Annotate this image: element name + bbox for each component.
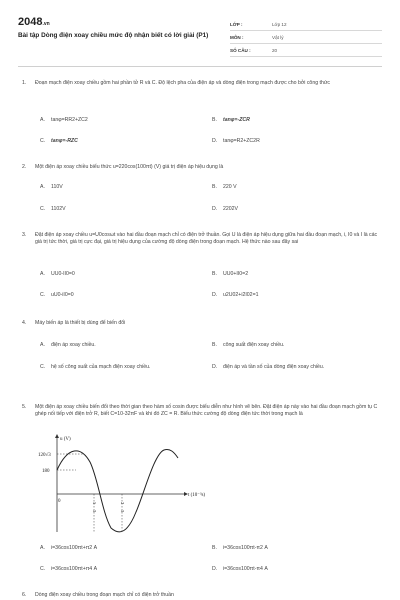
t1-fraction-den: 3 <box>92 510 97 513</box>
y-tick-top: 120√3 <box>38 453 51 458</box>
question-number: 6. <box>22 592 27 598</box>
option-text: tanφ=RR2+ZC2 <box>51 117 88 123</box>
q4-option-d[interactable] <box>212 364 358 371</box>
q4-option-b[interactable] <box>212 342 284 349</box>
q3-option-b[interactable] <box>212 271 248 278</box>
question-number: 4. <box>22 320 27 326</box>
meta-value: Lớp 12 <box>272 21 287 27</box>
option-text: công suất điện xoay chiều. <box>223 342 285 348</box>
x-origin-label: 0 <box>58 499 61 504</box>
q1-option-d[interactable] <box>212 138 260 145</box>
q5-option-b[interactable] <box>212 545 268 552</box>
option-label: C. <box>40 206 46 212</box>
option-label: D. <box>212 364 218 370</box>
meta-row-class <box>230 18 382 31</box>
option-text: hệ số công suất của mạch điện xoay chiều. <box>51 364 151 370</box>
q2-option-a[interactable] <box>40 184 63 191</box>
option-label: D. <box>212 566 218 572</box>
meta-key: LỚP : <box>230 21 243 27</box>
question-text: Đặt điện áp xoay chiều u=U0cosωt vào hai đầu đoạn mạch chỉ có điện trở thuần. Gọi U là điện áp hiệu dụng giữa hai đầu đoạn mạch, i, I0 và I là các giá trị tức thời, giá trị cực đại, giá trị hiệu dụng của cường độ dòng điện trong đoạn mạch. Hệ thức nào sau đây sai <box>35 232 378 246</box>
meta-row-count <box>230 44 382 57</box>
q5-option-d[interactable] <box>212 566 268 573</box>
option-text: UU0-II0=0 <box>51 271 75 277</box>
q3-option-a[interactable] <box>40 271 75 278</box>
site-logo[interactable] <box>18 16 50 28</box>
question-number: 3. <box>22 232 27 238</box>
meta-key: MÔN : <box>230 34 244 40</box>
q1-option-a[interactable] <box>40 117 88 124</box>
meta-row-subject <box>230 31 382 44</box>
option-label: B. <box>212 545 217 551</box>
voltage-graph <box>36 432 216 536</box>
option-text: 1102V <box>51 206 66 212</box>
question-number: 1. <box>22 80 27 86</box>
x-axis-label: t (10⁻³s) <box>188 493 206 498</box>
question-number: 2. <box>22 164 27 170</box>
q2-option-b[interactable] <box>212 184 237 191</box>
q3-option-d[interactable] <box>212 292 258 299</box>
logo-main: 2048 <box>18 16 43 28</box>
option-label: B. <box>212 342 217 348</box>
option-label: A. <box>40 271 45 277</box>
question-1 <box>22 80 382 87</box>
header-divider <box>18 66 382 67</box>
option-text: i=36cos100πt+π4 A <box>51 566 98 572</box>
document-meta <box>230 18 382 57</box>
option-text: tanφ=-RZC <box>51 138 78 144</box>
option-label: D. <box>212 206 218 212</box>
option-label: A. <box>40 545 45 551</box>
logo-sub: .vn <box>42 21 50 27</box>
option-text: điện áp xoay chiều. <box>51 342 96 348</box>
option-text: uU0-iI0=0 <box>51 292 74 298</box>
q1-option-c[interactable] <box>40 138 78 145</box>
meta-key: SỐ CÂU : <box>230 47 251 53</box>
question-2 <box>22 164 382 171</box>
option-text: điện áp và tần số của dòng điện xoay chiều. <box>223 364 325 370</box>
option-label: C. <box>40 292 46 298</box>
option-label: A. <box>40 117 45 123</box>
option-label: B. <box>212 184 217 190</box>
t1-fraction-num: 5 <box>92 502 97 505</box>
option-label: C. <box>40 138 46 144</box>
q4-option-a[interactable] <box>40 342 96 349</box>
option-text: i=36cos100πt-π2 A <box>223 545 268 551</box>
meta-value: Vật lý <box>272 34 284 40</box>
question-text: Đoạn mạch điện xoay chiều gồm hai phần tử R và C. Độ lệch pha của điện áp và dòng điện trong mạch được cho bởi công thức <box>35 80 330 86</box>
document-header <box>18 12 382 60</box>
voltage-curve <box>57 449 178 531</box>
question-text: Một điện áp xoay chiều biến đổi theo thời gian theo hàm số cosin được biểu diễn như hình vẽ bên. Đặt điện áp này vào hai đầu đoạn mạch gồm tụ C ghép nối tiếp với điện trở R, biết C=10-32πF và khi đó ZC = R. Biểu thức cường độ dòng điện tức thời trong mạch là <box>35 404 378 418</box>
question-6 <box>22 592 382 599</box>
y-tick-mid: 180 <box>42 469 50 474</box>
option-text: u2U02+i2I02=1 <box>223 292 259 298</box>
q2-option-c[interactable] <box>40 206 66 213</box>
option-label: A. <box>40 342 45 348</box>
question-text: Một điện áp xoay chiều biểu thức u=220cos(100πt) (V) giá trị điện áp hiệu dụng là <box>35 164 224 170</box>
q5-option-a[interactable] <box>40 545 97 552</box>
option-text: 220 V <box>223 184 237 190</box>
option-label: C. <box>40 364 46 370</box>
question-5 <box>22 404 382 418</box>
option-text: i=36cos100πt+π2 A <box>51 545 98 551</box>
option-label: D. <box>212 138 218 144</box>
question-number: 5. <box>22 404 27 410</box>
q4-option-c[interactable] <box>40 364 186 371</box>
question-4 <box>22 320 382 327</box>
t2-fraction-den: 3 <box>120 510 125 513</box>
q3-option-c[interactable] <box>40 292 74 299</box>
option-label: C. <box>40 566 46 572</box>
question-text: Máy biến áp là thiết bị dùng để biến đổi <box>35 320 126 326</box>
document-title: Bài tập Dòng điện xoay chiều mức độ nhận biết có lời giải (P1) <box>18 32 209 39</box>
option-text: tanφ=R2+ZC2R <box>223 138 260 144</box>
option-label: B. <box>212 271 217 277</box>
option-label: B. <box>212 117 217 123</box>
question-3 <box>22 232 382 246</box>
t2-fraction-num: 2 <box>120 502 125 505</box>
option-text: 2202V <box>223 206 239 212</box>
option-text: UU0+II0=2 <box>223 271 249 277</box>
option-text: 110V <box>51 184 63 190</box>
option-text: i=36cos100πt-π4 A <box>223 566 268 572</box>
option-label: D. <box>212 292 218 298</box>
y-axis-label: u (V) <box>60 437 71 442</box>
q2-option-d[interactable] <box>212 206 238 213</box>
meta-value: 20 <box>272 47 278 53</box>
option-label: A. <box>40 184 45 190</box>
q5-option-c[interactable] <box>40 566 97 573</box>
option-text: tanφ=-ZCR <box>223 117 250 123</box>
question-text: Dòng điện xoay chiều trong đoạn mạch chỉ có điện trở thuần <box>35 592 174 598</box>
q1-option-b[interactable] <box>212 117 250 124</box>
